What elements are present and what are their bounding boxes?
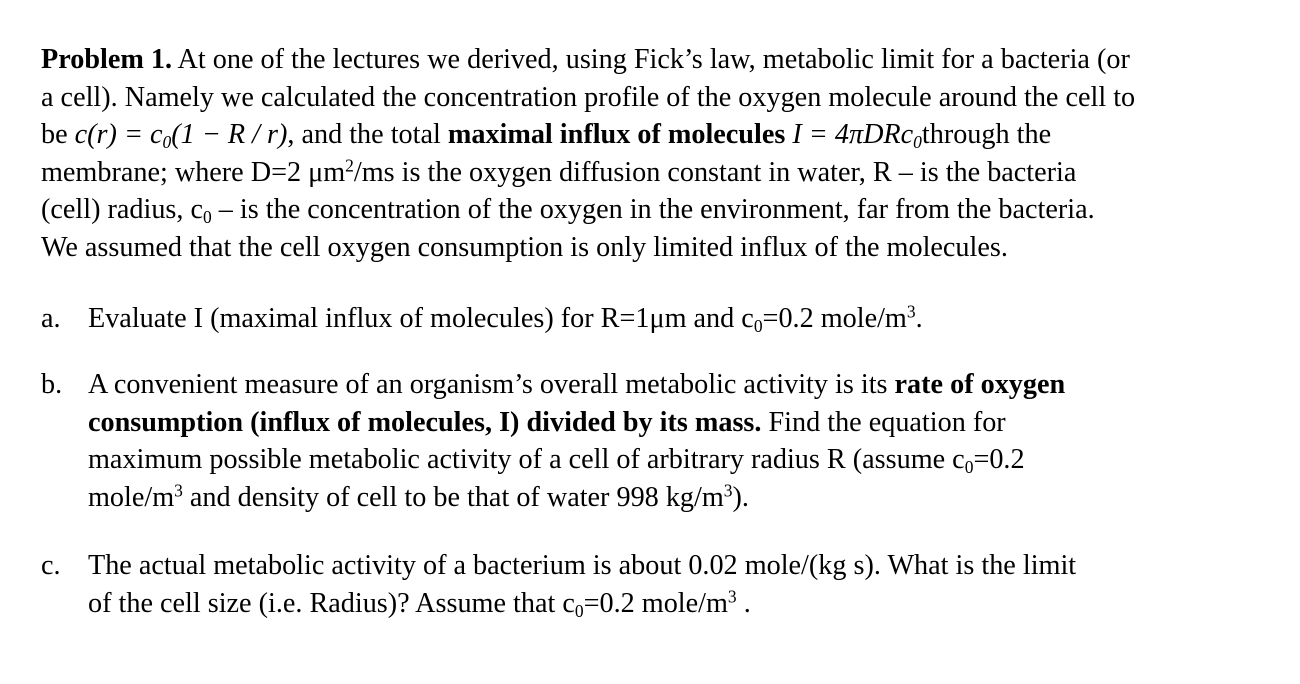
sub-question-a: a. Evaluate I (maximal influx of molecules) for R=1μm and $c_0=0.2$ mole/$m^3$.: [41, 301, 923, 336]
intro-line-3: be $c(r) = c_0(1 - R / r)$, and the total maximal influx of molecules I = 4πDRc$_0$through the: [41, 119, 1052, 153]
sub-question-b: b. A convenient measure of an organism’s overall metabolic activity is its rate of oxygen consumption (influx of molecules, I) divided by its mass. Find the equation for maximum possible metabolic activity of a cell of arbitrary radius R (assume $c_0=0.2$ mole/$m^3$ and density of cell to be that of water 998 $kg/m^3$).: [88, 366, 1065, 516]
concentration-profile-formula: $c(r) = c_0(1 - R / r)$: [74, 119, 288, 153]
list-marker: a.: [41, 303, 61, 334]
influx-formula: I = 4πDRc$_0$: [792, 119, 922, 153]
intro-line-5: (cell) radius, $c_0$ – is the concentration of the oxygen in the environment, far from the bacteria.: [41, 194, 1095, 228]
intro-line-6: We assumed that the cell oxygen consumption is only limited influx of the molecules.: [41, 231, 1008, 263]
intro-line-2: a cell). Namely we calculated the concentration profile of the oxygen molecule around the cell to: [41, 81, 1136, 113]
intro-line-1: Problem 1. At one of the lectures we derived, using Fick’s law, metabolic limit for a bacteria (or: [41, 44, 1130, 75]
intro-line-4: membrane; where D=2 $\mu m^2/ms$ is the oxygen diffusion constant in water, R – is the bacteria: [41, 155, 1077, 188]
problem-intro: [41, 41, 1286, 267]
sub-question-c: c. The actual metabolic activity of a bacterium is about 0.02 mole/(kg s). What is the limit of the cell size (i.e. Radius)? Assume that $c_0=0.2$ mole/$m^3$ .: [88, 547, 1076, 622]
problem-document: [41, 41, 1286, 621]
metabolic-activity-definition: rate of oxygen: [894, 369, 1066, 400]
problem-heading: Problem 1.: [41, 44, 173, 75]
list-marker: c.: [41, 550, 61, 581]
list-marker: b.: [41, 369, 63, 400]
maximal-influx-term: maximal influx of molecules: [447, 119, 786, 151]
